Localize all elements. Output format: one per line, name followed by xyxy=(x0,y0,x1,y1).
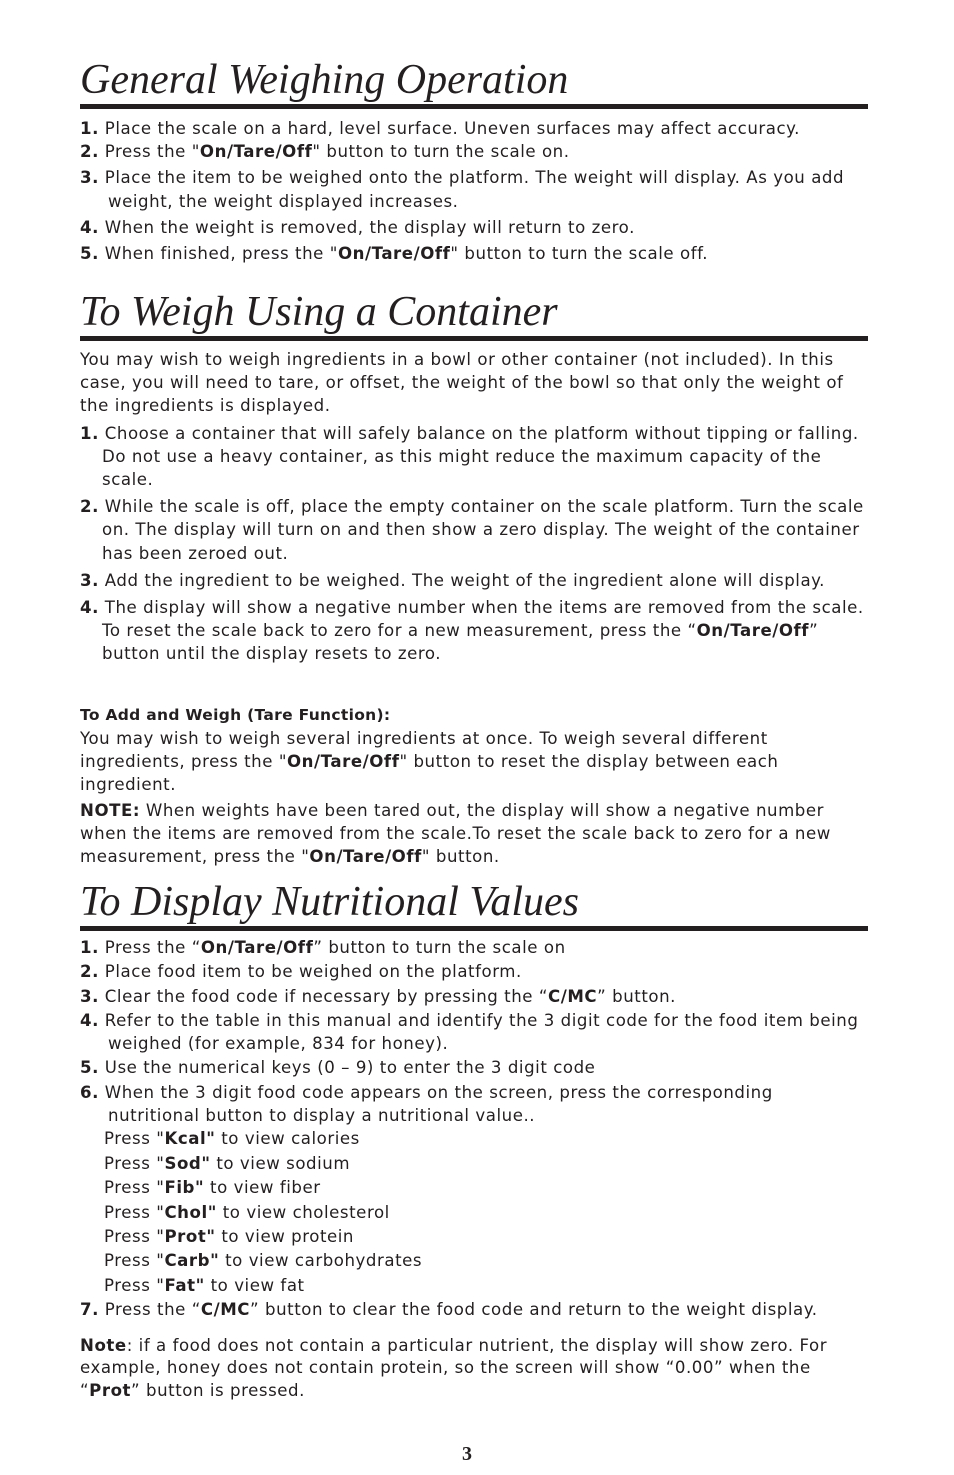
general-weighing-steps xyxy=(80,117,870,265)
section-rule xyxy=(80,336,868,341)
tare-function-subheading: To Add and Weigh (Tare Function): xyxy=(80,706,391,724)
list-item: 6. When the 3 digit food code appears on the screen, press the corresponding nutritional button to display a nutritional value.. xyxy=(80,1082,773,1126)
list-item: 1. Place the scale on a hard, level surface. Uneven surfaces may affect accuracy. xyxy=(80,119,801,138)
press-line-carb: Press "Carb" to view carbohydrates xyxy=(104,1251,423,1271)
tare-function-body xyxy=(80,727,870,868)
section-title-general-weighing: General Weighing Operation xyxy=(80,57,569,103)
list-item: 2. Press the "On/Tare/Off" button to turn the scale on. xyxy=(80,142,570,162)
section-title-nutritional: To Display Nutritional Values xyxy=(80,879,580,925)
nutritional-steps xyxy=(80,936,870,1323)
list-item: 2. While the scale is off, place the empty container on the scale platform. Turn the scale on. The display will turn on and then show a zero display. The weight of the container has been zeroed out. xyxy=(80,497,864,563)
press-line-kcal: Press "Kcal" to view calories xyxy=(104,1129,360,1149)
list-item: 4. When the weight is removed, the display will return to zero. xyxy=(80,217,635,237)
list-item: 2. Place food item to be weighed on the platform. xyxy=(80,962,522,982)
list-item: 4. The display will show a negative number when the items are removed from the scale. To reset the scale back to zero for a new measurement, press the “On/Tare/Off” button until the display resets to zero. xyxy=(80,598,864,664)
list-item: 5. When finished, press the "On/Tare/Off" button to turn the scale off. xyxy=(80,244,709,264)
press-line-prot: Press "Prot" to view protein xyxy=(104,1227,354,1247)
list-item: 4. Refer to the table in this manual and identify the 3 digit code for the food item being weighed (for example, 834 for honey). xyxy=(80,1011,859,1054)
intro-paragraph: You may wish to weigh ingredients in a bowl or other container (not included). In this case, you will need to tare, or offset, the weight of the bowl so that only the weight of the ingredients is displayed. xyxy=(80,350,844,416)
list-item: 3. Add the ingredient to be weighed. The weight of the ingredient alone will display. xyxy=(80,570,825,590)
press-line-chol: Press "Chol" to view cholesterol xyxy=(104,1202,390,1222)
section-rule xyxy=(80,926,868,931)
list-item: 5. Use the numerical keys (0 – 9) to enter the 3 digit code xyxy=(80,1058,596,1078)
nutrient-note: Note: if a food does not contain a particular nutrient, the display will show zero. For example, honey does not contain protein, so the screen will show “0.00” when the “Prot” button is pressed. xyxy=(80,1336,828,1400)
press-line-fib: Press "Fib" to view fiber xyxy=(104,1178,321,1198)
tare-paragraph: You may wish to weigh several ingredients at once. To weigh several different ingredients, press the "On/Tare/Off" button to reset the display between each ingredient. xyxy=(80,729,779,795)
list-item: 3. Clear the food code if necessary by pressing the “C/MC” button. xyxy=(80,986,676,1006)
section-rule xyxy=(80,104,868,109)
list-item: 3. Place the item to be weighed onto the platform. The weight will display. As you add weight, the weight displayed increases. xyxy=(80,168,845,211)
list-item: 7. Press the “C/MC” button to clear the food code and return to the weight display. xyxy=(80,1300,818,1320)
tare-note: NOTE: When weights have been tared out, the display will show a negative number when the items are removed from the scale.To reset the scale back to zero for a new measurement, press the "On/Tare/Off" button. xyxy=(80,800,831,867)
container-section-body xyxy=(80,348,870,666)
press-line-fat: Press "Fat" to view fat xyxy=(104,1275,305,1295)
list-item: 1. Choose a container that will safely balance on the platform without tipping or falling. Do not use a heavy container, as this might reduce the maximum capacity of the scale. xyxy=(80,423,859,490)
list-item: 1. Press the “On/Tare/Off” button to turn the scale on xyxy=(80,938,566,957)
press-line-sod: Press "Sod" to view sodium xyxy=(104,1153,351,1173)
section-title-container: To Weigh Using a Container xyxy=(80,289,558,335)
page-number: 3 xyxy=(462,1443,472,1465)
